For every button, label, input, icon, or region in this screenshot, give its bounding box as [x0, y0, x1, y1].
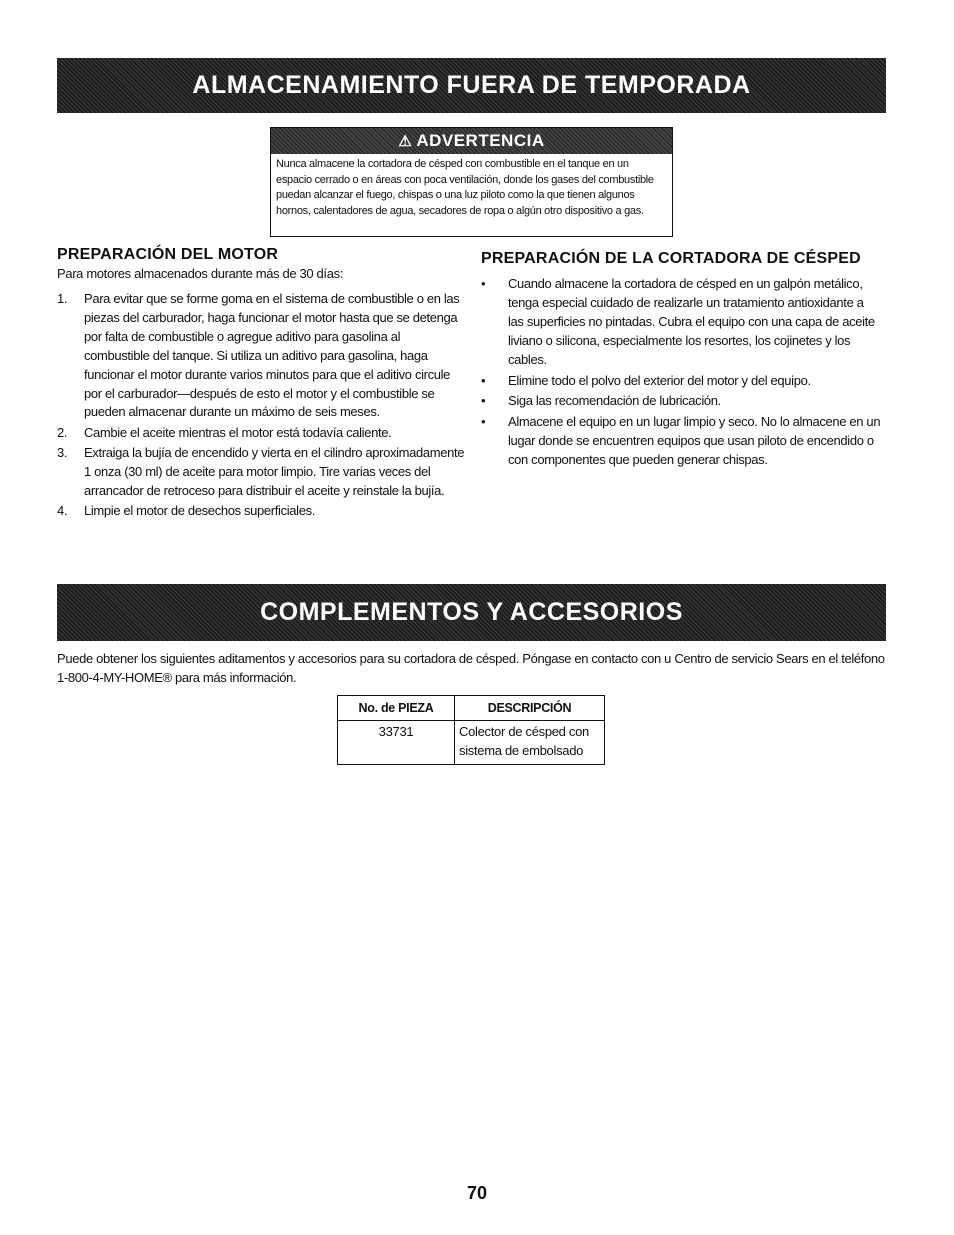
list-item [57, 424, 465, 443]
list-item [481, 275, 881, 370]
table-header-description: DESCRIPCIÓN [455, 696, 605, 721]
bullet-text: Elimine todo el polvo del exterior del motor y del equipo. [508, 372, 811, 388]
step-text: Cambie el aceite mientras el motor está todavía caliente. [84, 424, 392, 440]
step-text: Extraiga la bujía de encendido y vierta en el cilindro aproximadamente 1 onza (30 ml) de aceite para motor limpio. Tire varias veces del arrancador de retroceso para distribuir el aceite y reinstale la bujía. [84, 445, 465, 499]
engine-prep-steps [57, 290, 465, 523]
parts-table [337, 695, 605, 765]
warning-box [270, 127, 673, 237]
step-number: 4. [57, 503, 68, 519]
bullet-text: Almacene el equipo en un lugar limpio y seco. No lo almacene en un lugar donde se encuentren equipos que usan piloto de encendido o con componentes que pueden generar chispas. [508, 414, 881, 468]
bullet-icon: • [481, 393, 486, 409]
storage-section-banner: ALMACENAMIENTO FUERA DE TEMPORADA [57, 58, 886, 113]
step-text: Limpie el motor de desechos superficiales. [84, 503, 315, 519]
warning-triangle-icon: ⚠ [398, 133, 413, 150]
step-text: Para evitar que se forme goma en el sistema de combustible o en las piezas del carburador, haga funcionar el motor hasta que se detenga por falta de combustible o agregue aditivo para gasolina al combustible del tanque. Si utiliza un aditivo para gasolina, haga funcionar el motor durante varios minutos para que el aditivo circule por el carburador—después de esto el motor y el combustible se pueden almacenar durante un máximo de seis meses. [84, 291, 460, 420]
bullet-text: Siga las recomendación de lubricación. [508, 393, 721, 409]
step-number: 3. [57, 445, 68, 461]
engine-prep-intro: Para motores almacenados durante más de 30 días: [57, 266, 343, 281]
list-item [481, 413, 881, 470]
part-description-cell: Colector de césped con sistema de embolsado [455, 721, 605, 765]
mower-prep-section [481, 248, 881, 472]
mower-prep-bullets [481, 275, 881, 470]
list-item [57, 290, 465, 422]
warning-text: Nunca almacene la cortadora de césped con combustible en el tanque en un espacio cerrado o en áreas con poca ventilación, donde los gases del combustible puedan alcanzar el fuego, chispas o una luz piloto como la que tienen algunos hornos, calentadores de agua, secadores de ropa o algún otro dispositivo a gas. [276, 158, 654, 217]
list-item [57, 444, 465, 501]
step-number: 2. [57, 424, 68, 440]
part-number-cell: 33731 [338, 721, 455, 765]
engine-prep-heading: PREPARACIÓN DEL MOTOR [57, 246, 279, 263]
table-header-part-number: No. de PIEZA [338, 696, 455, 721]
page-number: 70 [466, 1183, 488, 1203]
table-header-row [338, 696, 605, 721]
step-number: 1. [57, 291, 68, 306]
bullet-icon: • [481, 372, 486, 388]
bullet-text: Cuando almacene la cortadora de césped en un galpón metálico, tenga especial cuidado de realizarle un tratamiento antioxidante a las superficies no pintadas. Cubra el equipo con una capa de aceite liviano o silicona, especialmente los resortes, los cojinetes y los cables. [508, 276, 875, 367]
table-row [338, 721, 605, 765]
list-item [481, 372, 881, 391]
bullet-icon: • [481, 276, 486, 291]
mower-prep-heading: PREPARACIÓN DE LA CORTADORA DE CÉSPED [481, 250, 861, 267]
list-item [481, 392, 881, 411]
accessories-text: Puede obtener los siguientes aditamentos y accesorios para su cortadora de césped. Póngase en contacto con u Centro de servicio Sears en el teléfono 1-800-4-MY-HOME® para más información. [57, 651, 885, 685]
warning-header [271, 128, 672, 154]
bullet-icon: • [481, 414, 486, 430]
warning-title: ADVERTENCIA [416, 131, 545, 150]
accessories-section-banner: COMPLEMENTOS Y ACCESORIOS [57, 584, 886, 641]
list-item [57, 502, 465, 521]
